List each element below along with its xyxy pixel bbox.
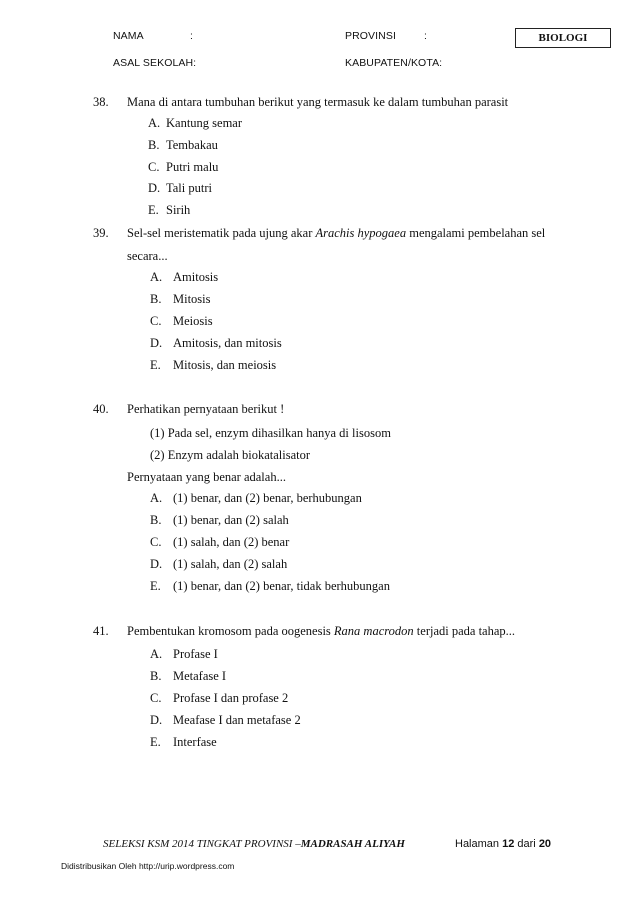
question-stem: Mana di antara tumbuhan berikut yang termasuk ke dalam tumbuhan parasit — [127, 95, 509, 109]
option-text: (1) benar, dan (2) benar, berhubungan — [173, 491, 362, 505]
option-letter: E. — [150, 579, 161, 593]
option-text: Amitosis — [173, 270, 219, 284]
option-text: Mitosis — [173, 292, 211, 306]
option-letter: B. — [150, 292, 162, 306]
option-letter: C. — [148, 160, 160, 174]
nama-colon: : — [190, 30, 194, 42]
option-text: (1) salah, dan (2) salah — [173, 557, 288, 571]
distribution-note: Didistribusikan Oleh http://urip.wordpress.com — [61, 861, 235, 871]
question-number: 40. — [93, 402, 109, 416]
page-indicator: Halaman 12 dari 20 — [455, 838, 552, 850]
kabupaten-label: KABUPATEN/KOTA: — [345, 57, 443, 69]
option-letter: A. — [150, 491, 163, 505]
provinsi-label: PROVINSI — [345, 30, 396, 42]
option-text: Putri malu — [166, 160, 219, 174]
option-letter: C. — [150, 314, 162, 328]
option-text: (1) salah, dan (2) benar — [173, 535, 290, 549]
option-text: Interfase — [173, 735, 217, 749]
option-letter: C. — [150, 535, 162, 549]
option-letter: B. — [148, 138, 160, 152]
species-name: Arachis hypogaea — [315, 226, 407, 240]
question-number: 41. — [93, 624, 109, 638]
option-text: Metafase I — [173, 669, 227, 683]
option-letter: C. — [150, 691, 162, 705]
option-text: Meafase I dan metafase 2 — [173, 713, 301, 727]
option-text: Sirih — [166, 203, 191, 217]
option-letter: B. — [150, 513, 162, 527]
option-text: Tembakau — [166, 138, 218, 152]
option-letter: E. — [150, 735, 161, 749]
option-text: Mitosis, dan meiosis — [173, 358, 277, 372]
option-letter: E. — [148, 203, 159, 217]
option-letter: D. — [150, 336, 163, 350]
subject-badge: BIOLOGI — [515, 28, 611, 48]
question-stem: Pembentukan kromosom pada oogenesis Rana macrodon terjadi pada tahap... — [127, 624, 516, 638]
question-prompt: Pernyataan yang benar adalah... — [127, 470, 286, 484]
asal-sekolah-label: ASAL SEKOLAH: — [113, 57, 197, 69]
option-letter: D. — [150, 713, 163, 727]
statement-item: (1) Pada sel, enzym dihasilkan hanya di lisosom — [150, 426, 391, 440]
footer-exam-title: SELEKSI KSM 2014 TINGKAT PROVINSI –MADRASAH ALIYAH — [103, 838, 405, 850]
nama-label: NAMA — [113, 30, 144, 42]
page-total: 20 — [538, 838, 552, 850]
option-letter: A. — [150, 270, 163, 284]
question-stem: Sel-sel meristematik pada ujung akar Arachis hypogaea mengalami pembelahan sel — [127, 226, 546, 240]
statement-item: (2) Enzym adalah biokatalisator — [150, 448, 311, 462]
option-letter: D. — [148, 181, 161, 195]
option-text: Kantung semar — [166, 116, 243, 130]
question-stem-line2: secara... — [127, 249, 168, 263]
question-number: 39. — [93, 226, 109, 240]
page-current: 12 — [502, 838, 515, 850]
option-text: Profase I — [173, 647, 218, 661]
option-text: Tali putri — [166, 181, 212, 195]
option-letter: D. — [150, 557, 163, 571]
option-text: Meiosis — [173, 314, 213, 328]
question-stem: Perhatikan pernyataan berikut ! — [127, 402, 285, 416]
species-name: Rana macrodon — [333, 624, 414, 638]
option-text: Amitosis, dan mitosis — [173, 336, 282, 350]
question-number: 38. — [93, 95, 109, 109]
option-letter: B. — [150, 669, 162, 683]
provinsi-colon: : — [424, 30, 428, 42]
footer-madrasah: MADRASAH ALIYAH — [300, 838, 405, 850]
option-text: (1) benar, dan (2) salah — [173, 513, 289, 527]
option-text: (1) benar, dan (2) benar, tidak berhubungan — [173, 579, 390, 593]
option-letter: E. — [150, 358, 161, 372]
option-text: Profase I dan profase 2 — [173, 691, 289, 705]
option-letter: A. — [148, 116, 161, 130]
option-letter: A. — [150, 647, 163, 661]
